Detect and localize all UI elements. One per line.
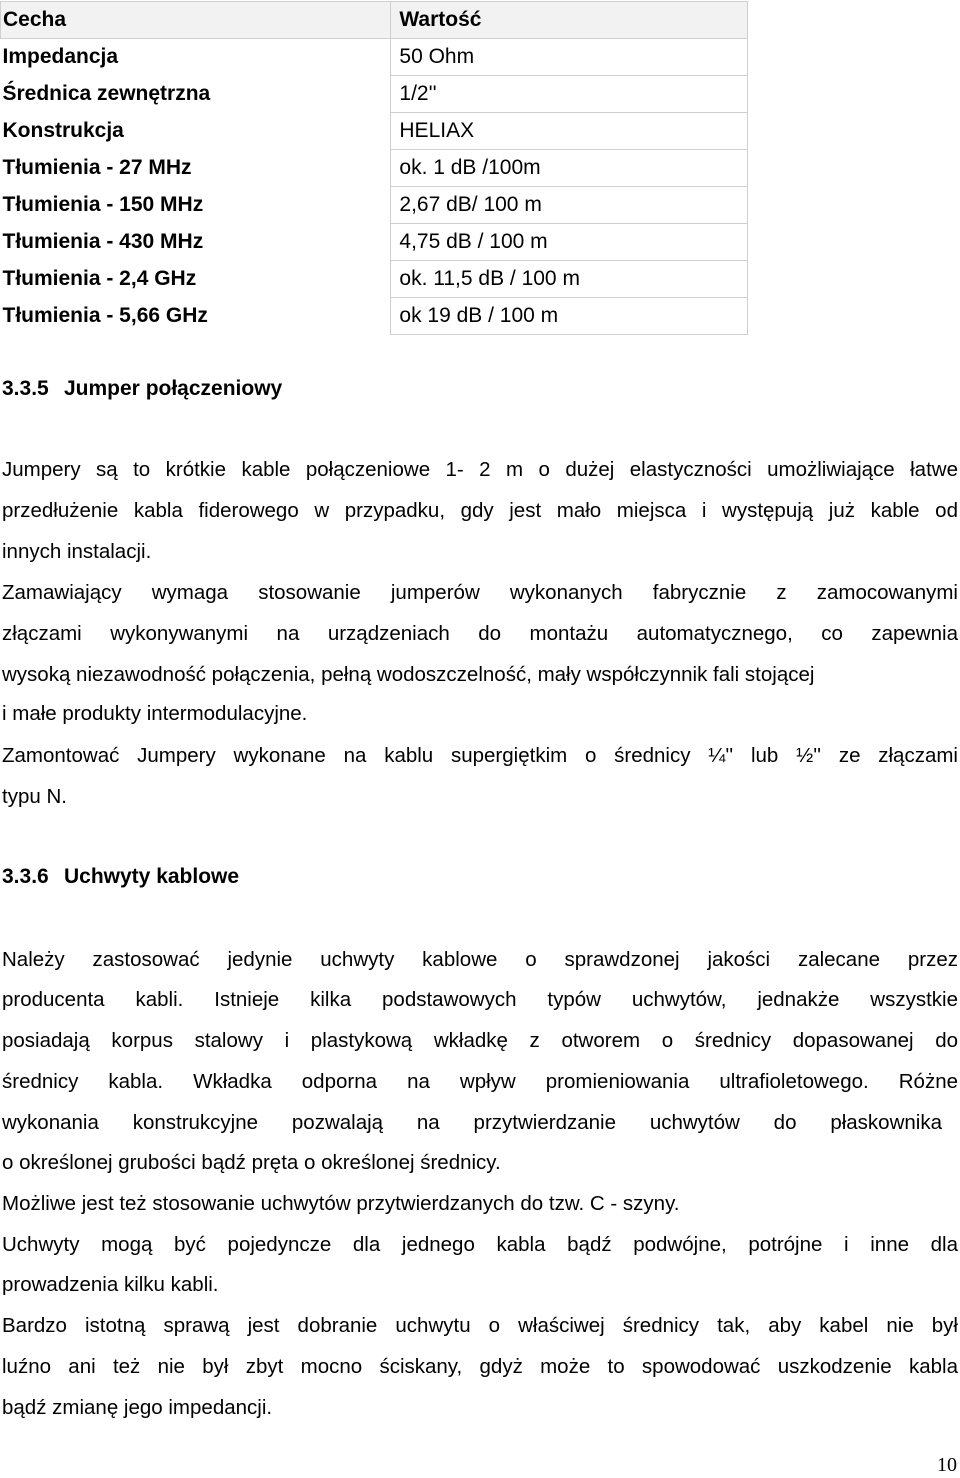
paragraph-line: producenta kabli. Istnieje kilka podstawowych typów uchwytów, jednakże wszystkie [2,988,958,1011]
paragraph-line: Jumpery są to krótkie kable połączeniowe 1- 2 m o dużej elastyczności umożliwiające łatwe [2,458,958,481]
paragraph-line: wysoką niezawodność połączenia, pełną wodoszczelność, mały współczynnik fali stojącej [2,663,815,686]
paragraph-line: luźno ani też nie był zbyt mocno ściskany, gdyż może to spowodować uszkodzenie kabla [2,1355,958,1378]
table-row [1,224,748,261]
cable-spec-table [0,1,748,335]
section-number: 3.3.5 [2,377,49,400]
table-cell-value: ok. 1 dB /100m [391,150,748,187]
table-cell-feature: Impedancja [2,45,119,69]
section-heading-cable-holders [2,862,239,892]
table-cell-value: HELIAX [391,113,748,150]
table-cell-value: 4,75 dB / 100 m [391,224,748,261]
table-cell-feature: Tłumienia - 5,66 GHz [2,304,208,327]
paragraph-line: posiadają korpus stalowy i plastykową wkładkę z otworem o średnicy dopasowanej do [2,1029,958,1052]
paragraph-line: Uchwyty mogą być pojedyncze dla jednego kabla bądź podwójne, potrójne i inne dla [2,1233,958,1256]
table-row [1,261,748,298]
table-row [1,187,748,224]
section-title: Jumper połączeniowy [64,377,283,400]
table-cell-value: 2,67 dB/ 100 m [391,187,748,224]
table-row [1,76,748,113]
paragraph-line: Zamontować Jumpery wykonane na kablu supergiętkim o średnicy ¼'' lub ½'' ze złączami [2,744,958,767]
table-cell-feature: Średnica zewnętrzna [2,82,211,105]
paragraph-line: bądź zmianę jego impedancji. [2,1396,273,1419]
table-cell-value: 1/2'' [391,76,748,113]
table-row [1,150,748,187]
table-header-row [1,2,748,39]
table-row [1,113,748,150]
table-cell-value: 50 Ohm [391,39,748,76]
paragraph-line: i małe produkty intermodulacyjne. [2,702,308,725]
table-row [1,298,748,335]
paragraph-line: Zamawiający wymaga stosowanie jumperów wykonanych fabrycznie z zamocowanymi [2,581,958,604]
paragraph-line: wykonania konstrukcyjne pozwalają na przytwierdzanie uchwytów do płaskownika [2,1111,942,1134]
paragraph-line: średnicy kabla. Wkładka odporna na wpływ promieniowania ultrafioletowego. Różne [2,1070,958,1093]
table-cell-feature: Tłumienia - 27 MHz [2,156,192,179]
paragraph-line: złączami wykonywanymi na urządzeniach do montażu automatycznego, co zapewnia [2,622,958,645]
paragraph-line: przedłużenie kabla fiderowego w przypadku, gdy jest mało miejsca i występują już kable od [2,499,958,522]
table-header-value: Wartość [391,2,748,39]
table-cell-feature: Tłumienia - 430 MHz [2,230,204,253]
table-cell-feature: Konstrukcja [2,119,124,142]
page-number: 10 [937,1454,957,1476]
paragraph-line: o określonej grubości bądź pręta o określonej średnicy. [2,1151,501,1174]
section-heading-jumper [2,374,282,404]
table-row [1,39,748,76]
section-title: Uchwyty kablowe [64,865,240,888]
paragraph-line: Należy zastosować jedynie uchwyty kablowe o sprawdzonej jakości zalecane przez [2,948,958,971]
paragraph-line: innych instalacji. [2,540,152,563]
paragraph-line: Bardzo istotną sprawą jest dobranie uchwytu o właściwej średnicy tak, aby kabel nie był [2,1314,958,1337]
table-cell-value: ok 19 dB / 100 m [391,298,748,335]
table-cell-value: ok. 11,5 dB / 100 m [391,261,748,298]
paragraph-line: Możliwe jest też stosowanie uchwytów przytwierdzanych do tzw. C - szyny. [2,1192,680,1215]
table-cell-feature: Tłumienia - 150 MHz [2,193,204,216]
table-cell-feature: Tłumienia - 2,4 GHz [2,267,197,290]
paragraph-line: prowadzenia kilku kabli. [2,1273,219,1296]
paragraph-line: typu N. [2,785,67,808]
table-header-feature: Cecha [1,2,391,39]
section-number: 3.3.6 [2,865,49,888]
